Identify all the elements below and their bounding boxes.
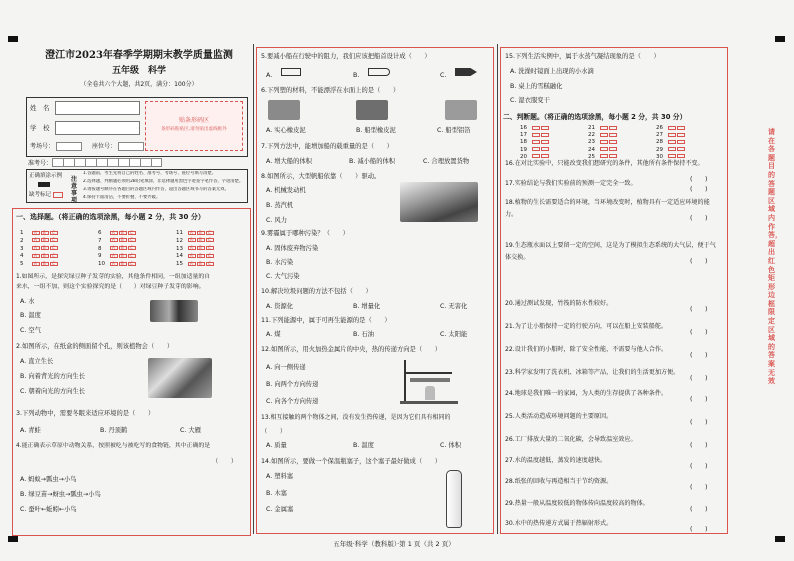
tf-question-25: 25.人类活动造成环境问题的主要原因。 [505,413,613,420]
grade-subject: 五年级 科学 [111,66,166,76]
corner-mark [8,36,18,42]
true-bubble[interactable] [668,140,676,144]
question-15: 15.下列生活实例中，属于水蒸气凝结现象的是（ ） [505,53,660,60]
tf-question-29: 29.热量一般从温度较低的物体传向温度较高的物体。 [505,500,649,507]
question-number: 10 [98,261,105,268]
q3-option-b: B. 丹顶鹤 [100,427,128,434]
answer-bubble-b[interactable]: B [41,254,49,258]
false-bubble[interactable] [677,147,685,151]
true-bubble[interactable] [532,147,540,151]
question-number: 22 [588,132,595,139]
barcode-hint: 条形码粘贴区,请勿贴出虚线框外 [161,127,227,132]
false-bubble[interactable] [677,140,685,144]
q7-option-c: C. 合理放置货物 [423,158,470,165]
tf-question-19: 19.生态瓶水面以上要留一定的空间，这是为了模拟生态系统的大气层，便于气体交换。 [505,242,716,261]
q1-option-b: B. 温度 [20,312,41,319]
question-8: 8.如图所示，大型帆船依靠（ ）驱动。 [261,173,381,180]
question-number: 21 [588,125,595,131]
question-number: 25 [588,153,595,160]
column-divider [253,44,254,534]
q10-option-b: B. 增量化 [353,303,381,310]
tf-answer-paren[interactable]: ( ) [690,506,708,513]
answer-cell [20,261,58,269]
answer-bubble-b[interactable]: B [41,262,49,266]
tf-answer-paren[interactable]: ( ) [690,215,708,222]
q9-option-c: C. 大气污染 [266,273,300,280]
q8-option-b: B. 蒸汽机 [266,202,294,209]
exam-no-label: 考场号： [30,143,55,150]
flat-bow-shape-icon [281,68,301,76]
true-bubble[interactable] [532,133,540,137]
answer-bubble-a[interactable]: A [188,238,196,242]
heating-apparatus-drawing [400,358,462,404]
answer-bubble-a[interactable]: A [110,246,118,250]
q2-option-b: B. 向着背光的方向生长 [20,373,85,380]
answer-bubble-c[interactable]: C [50,262,58,266]
tf-question-27: 27.水的温度越低，蒸发的速度越快。 [505,457,607,464]
tf-answer-paren[interactable]: ( ) [690,419,708,426]
section2-title: 二、判断题。（将正确的选项涂黑，每小题 2 分，共 30 分） [503,113,687,121]
answer-bubble-c[interactable]: C [206,231,214,235]
question-number: 3 [20,245,24,252]
tf-question-16: 16.在对比实验中，只能改变我们想研究的条件，其他所有条件保持不变。 [505,160,704,167]
notice-title: 注意事项 [71,176,78,204]
q12-option-c: C. 向各个方向传递 [266,398,319,405]
q4-option-c: C. 蚕叶←蚯蚓←小鸟 [20,506,77,513]
tf-question-28: 28.纸张的回收与再造相当于节约资源。 [505,478,613,485]
tf-answer-paren[interactable]: ( ) [690,484,708,491]
q14-option-a: A. 塑料塞 [266,473,294,480]
answer-bubble-c[interactable]: C [128,238,136,242]
barcode-title: 贴条形码区 [178,117,209,124]
admission-label: 准考号： [28,160,53,167]
q11-option-b: B. 石油 [353,331,374,338]
q8-option-c: C. 风力 [266,217,287,224]
question-number: 23 [588,139,595,146]
answer-bubble-b[interactable]: B [119,246,127,250]
question-10: 10.解决垃圾问题的方法不包括（ ） [261,288,372,295]
corner-mark [8,536,18,542]
question-number: 8 [98,245,102,252]
seed-experiment-photo [150,300,198,322]
true-bubble[interactable] [600,140,608,144]
notice-item: 2.选择题、判断题必须用2B铅笔填涂，非选择题用黑色字迹签字笔作答，字迹清楚。 [83,179,244,184]
answer-bubble-a[interactable]: A [110,231,118,235]
round-bow-shape-icon [368,68,390,76]
q5-option-c: C. [440,72,447,79]
answer-bubble-c[interactable]: C [50,254,58,258]
answer-bubble-b[interactable]: B [41,246,49,250]
question-number: 12 [176,237,183,244]
answer-bubble-b[interactable]: B [119,254,127,258]
true-bubble[interactable] [600,126,608,130]
question-number: 13 [176,245,183,252]
true-bubble[interactable] [532,126,540,130]
tf-answer-paren[interactable]: ( ) [690,463,708,470]
false-bubble[interactable] [609,140,617,144]
answer-bubble-a[interactable]: A [32,262,40,266]
q13-option-a: A. 质量 [266,442,287,449]
q5-option-b: B. [353,72,360,79]
q14-option-c: C. 金属塞 [266,506,294,513]
tf-question-17: 17.实验结论与我们实验前的预测一定完全一致。 [505,180,637,187]
false-bubble[interactable] [541,126,549,130]
answer-bubble-a[interactable]: A [32,238,40,242]
notice-item: 1.答题前，考生先将自己的姓名、准考号、考场号、座位号填写清楚。 [83,171,217,176]
answer-bubble-b[interactable]: B [41,231,49,235]
question-number: 30 [656,153,663,160]
filled-example-mark [38,182,50,187]
q6-option-c: C. 船型铝箔 [437,127,471,134]
q3-option-c: C. 大雁 [180,427,201,434]
seat-no-label: 座位号： [92,143,117,150]
filled-example-label: 正确填涂示例 [29,173,63,179]
q11-option-a: A. 煤 [266,331,281,338]
tf-question-18: 18.植物的生长需要适合的环境，当环境改变时，植物具有一定适应环境的能力。 [505,199,710,218]
answer-bubble-a[interactable]: A [188,262,196,266]
false-bubble[interactable] [609,147,617,151]
q6-option-b: B. 船型橡皮泥 [356,127,396,134]
sailboat-photo [400,182,478,222]
question-11: 11.下列能源中，属于可再生能源的是（ ） [261,317,391,324]
answer-bubble-a[interactable]: A [32,254,40,258]
boat-clay-photo [356,100,388,120]
tf-question-24: 24.地球是我们唯一的家园，为人类的生存提供了各种条件。 [505,390,668,397]
answer-bubble-b[interactable]: B [197,238,205,242]
q15-option-a: A. 洗澡时镜面上出现的小水滴 [510,68,594,75]
answer-bubble-c[interactable]: C [50,238,58,242]
corner-mark [775,36,785,42]
answer-bubble-b[interactable]: B [119,262,127,266]
true-bubble[interactable] [600,133,608,137]
q7-option-b: B. 减小船的体积 [349,158,396,165]
question-number: 24 [588,146,595,153]
q4-option-b: B. 绿豆苗→蚜虫→瓢虫→小鸟 [20,491,101,498]
answer-bubble-a[interactable]: A [110,238,118,242]
exam-note: （全卷共六个大题，共2页，满分：100分） [80,81,198,88]
q2-option-a: A. 直立生长 [20,358,54,365]
q6-option-a: A. 实心橡皮泥 [266,127,306,134]
absent-checkbox[interactable] [53,192,63,198]
tf-question-21: 21.为了让小船保持一定的行驶方向，可以在船上安装船舵。 [505,323,668,330]
question-number: 26 [656,125,663,131]
plant-box-photo [148,358,212,398]
question-7: 7.下列方法中，能增加船的载重量的是（ ） [261,143,393,150]
answer-bubble-c[interactable]: C [206,246,214,250]
q15-option-b: B. 桌上的雪糕融化 [510,83,563,90]
solid-clay-photo [268,100,300,120]
question-number: 20 [520,153,527,160]
true-bubble[interactable] [532,140,540,144]
false-bubble[interactable] [541,133,549,137]
question-1-cont: 来水，一组不加，则这个实验探究的是（ ）对绿豆种子发芽的影响。 [16,284,205,290]
answer-bubble-c[interactable]: C [50,246,58,250]
q13-option-c: C. 体积 [440,442,461,449]
tf-question-22: 22.设计我们的小船时，除了安全性能，不需要与他人合作。 [505,346,668,353]
q12-option-a: A. 向一侧传递 [266,364,306,371]
false-bubble[interactable] [677,133,685,137]
q4-option-a: A. 蚂蚁→瓢虫→小鸟 [20,476,77,483]
q1-option-c: C. 空气 [20,327,41,334]
answer-bubble-b[interactable]: B [197,262,205,266]
tf-answer-paren[interactable]: ( ) [690,176,708,183]
question-number: 9 [98,253,102,260]
answer-bubble-c[interactable]: C [206,254,214,258]
tf-question-30: 30.水中的热传递方式属于热辐射形式。 [505,520,613,527]
question-6: 6.下列塑的材料，不能漂浮在水面上的是（ ） [261,87,400,94]
answer-bubble-c[interactable]: C [206,238,214,242]
q14-option-b: B. 木塞 [266,490,287,497]
thermos-flask-drawing [446,470,462,528]
q15-option-c: C. 湿衣服变干 [510,97,550,104]
answer-bubble-b[interactable]: B [119,238,127,242]
column-divider [497,44,498,534]
question-number: 19 [520,146,527,153]
corner-mark [775,536,785,542]
tf-answer-paren[interactable]: ( ) [690,526,708,533]
school-label: 学 校 [30,124,50,132]
true-bubble[interactable] [668,133,676,137]
q5-option-a: A. [266,72,273,79]
question-4: 4.能正确表示草原中动物关系，按照被吃与被吃写的食物链，其中正确的是 [16,443,211,449]
tf-question-23: 23.科学家发明了洗衣机、冰箱等产品，让我们的生活更加方便。 [505,369,680,376]
question-number: 27 [656,132,663,139]
question-9: 9.雾霾属于哪种污染？（ ） [261,230,349,237]
tf-answer-paren[interactable]: ( ) [690,442,708,449]
name-field[interactable] [55,101,140,115]
q1-option-a: A. 水 [20,298,35,305]
exam-no-field[interactable] [56,142,82,151]
question-number: 29 [656,146,663,153]
absent-label: 缺考标记 [29,192,52,198]
tf-answer-paren[interactable]: ( ) [690,396,708,403]
question-number: 16 [520,125,527,131]
question-number: 14 [176,253,183,260]
answer-cell [176,261,214,269]
q8-option-a: A. 机械发动机 [266,187,306,194]
tf-question-26: 26.工厂排放大量的二氧化碳，会导致温室效应。 [505,436,637,443]
question-number: 4 [20,253,24,260]
q2-option-c: C. 朝着向光的方向生长 [20,388,86,395]
section1-title: 一、选择题。（将正确的选项涂黑，每小题 2 分，共 30 分） [16,213,205,221]
q13-answer-paren: （ ） [261,428,287,435]
school-field[interactable] [55,121,140,135]
answer-bubble-b[interactable]: B [197,254,205,258]
question-number: 7 [98,237,102,244]
page-title: 澄江市2023年春季学期期末教学质量监测 [45,50,233,61]
question-number: 1 [20,230,24,236]
answer-bubble-c[interactable]: C [128,254,136,258]
tf-question-20: 20.通过测试发现，竹筏的防水性较好。 [505,300,613,307]
answer-bubble-c[interactable]: C [128,231,136,235]
tf-answer-paren[interactable]: ( ) [690,352,708,359]
tf-answer-paren[interactable]: ( ) [690,258,708,265]
admission-grid[interactable] [52,158,162,167]
false-bubble[interactable] [677,126,685,130]
answer-bubble-a[interactable]: A [188,231,196,235]
q10-option-c: C. 无害化 [440,303,468,310]
question-3: 3.下列动物中，需要冬眠来适应环境的是（ ） [16,410,155,417]
answer-cell [98,261,136,269]
answer-bubble-a[interactable]: A [188,254,196,258]
answer-bubble-c[interactable]: C [206,262,214,266]
question-number: 15 [176,261,183,268]
q9-option-b: B. 水污染 [266,259,294,266]
true-bubble[interactable] [600,147,608,151]
answer-bubble-a[interactable]: A [32,246,40,250]
answer-bubble-a[interactable]: A [188,246,196,250]
page-footer: 五年级·科学（教科版）·第 1 页（共 2 页） [333,540,455,548]
question-number: 2 [20,237,24,244]
tf-answer-paren[interactable]: ( ) [690,306,708,313]
question-13: 13.相互接触的两个物体之间，没有发生热传递，是因为它们具有相同的 [261,414,451,421]
q3-option-a: A. 青蛙 [20,427,41,434]
barcode-area [145,101,243,151]
question-number: 6 [98,230,102,236]
name-label: 姓 名 [30,104,50,112]
false-bubble[interactable] [541,147,549,151]
answer-bubble-b[interactable]: B [119,231,127,235]
question-number: 11 [176,230,183,236]
question-2: 2.如图所示，在纸盒的侧面留个孔，则该植物会（ ） [16,343,174,350]
answer-bubble-a[interactable]: A [32,231,40,235]
tf-answer-paren[interactable]: ( ) [690,186,708,193]
answer-bubble-a[interactable]: A [110,262,118,266]
question-number: 18 [520,139,527,146]
answer-bubble-b[interactable]: B [197,246,205,250]
q10-option-a: A. 资源化 [266,303,294,310]
question-number: 17 [520,132,527,139]
side-warning-note: 请在各题目的答题区域内作答，超出红色矩形边框限定区域的答案无效 [768,128,782,386]
boat-foil-photo [445,100,477,120]
q11-option-c: C. 太阳能 [440,331,468,338]
q4-answer-paren: （ ） [212,458,238,465]
false-bubble[interactable] [609,126,617,130]
answer-bubble-a[interactable]: A [110,254,118,258]
question-14: 14.如图所示，要做一个保温瓶塞子，这个塞子最好做成（ ） [261,458,442,465]
question-number: 28 [656,139,663,146]
tf-answer-paren[interactable]: ( ) [690,375,708,382]
answer-grid-2 [520,125,720,161]
false-bubble[interactable] [541,140,549,144]
tf-answer-paren[interactable]: ( ) [690,329,708,336]
answer-bubble-b[interactable]: B [197,231,205,235]
seat-no-field[interactable] [118,142,144,151]
answer-grid-1 [20,230,240,270]
answer-bubble-b[interactable]: B [41,238,49,242]
question-12: 12.如图所示，用火加热金属片的中央，热的传递方向是（ ） [261,346,442,353]
q12-option-b: B. 向两个方向传递 [266,381,319,388]
answer-bubble-c[interactable]: C [50,231,58,235]
q7-option-a: A. 增大船的体积 [266,158,312,165]
q9-option-a: A. 固体废弃物污染 [266,245,319,252]
notice-item: 3.请按题号顺序在各题目的答题区域内作答，超出答题区域书写的答案无效。 [83,187,229,192]
question-number: 5 [20,261,24,268]
question-5: 5.要减小船在行驶中的阻力，我们应该把船首设计成（ ） [261,53,431,60]
answer-bubble-c[interactable]: C [128,246,136,250]
true-bubble[interactable] [668,147,676,151]
answer-bubble-c[interactable]: C [128,262,136,266]
notice-item: 4.保持卡面清洁，不要折叠、不要弄破。 [83,195,161,200]
q13-option-b: B. 温度 [353,442,374,449]
true-bubble[interactable] [668,126,676,130]
question-1: 1.如图所示，是探究绿豆种子发芽的实验，其他条件相同，一组加适量的自 [16,274,211,280]
false-bubble[interactable] [609,133,617,137]
